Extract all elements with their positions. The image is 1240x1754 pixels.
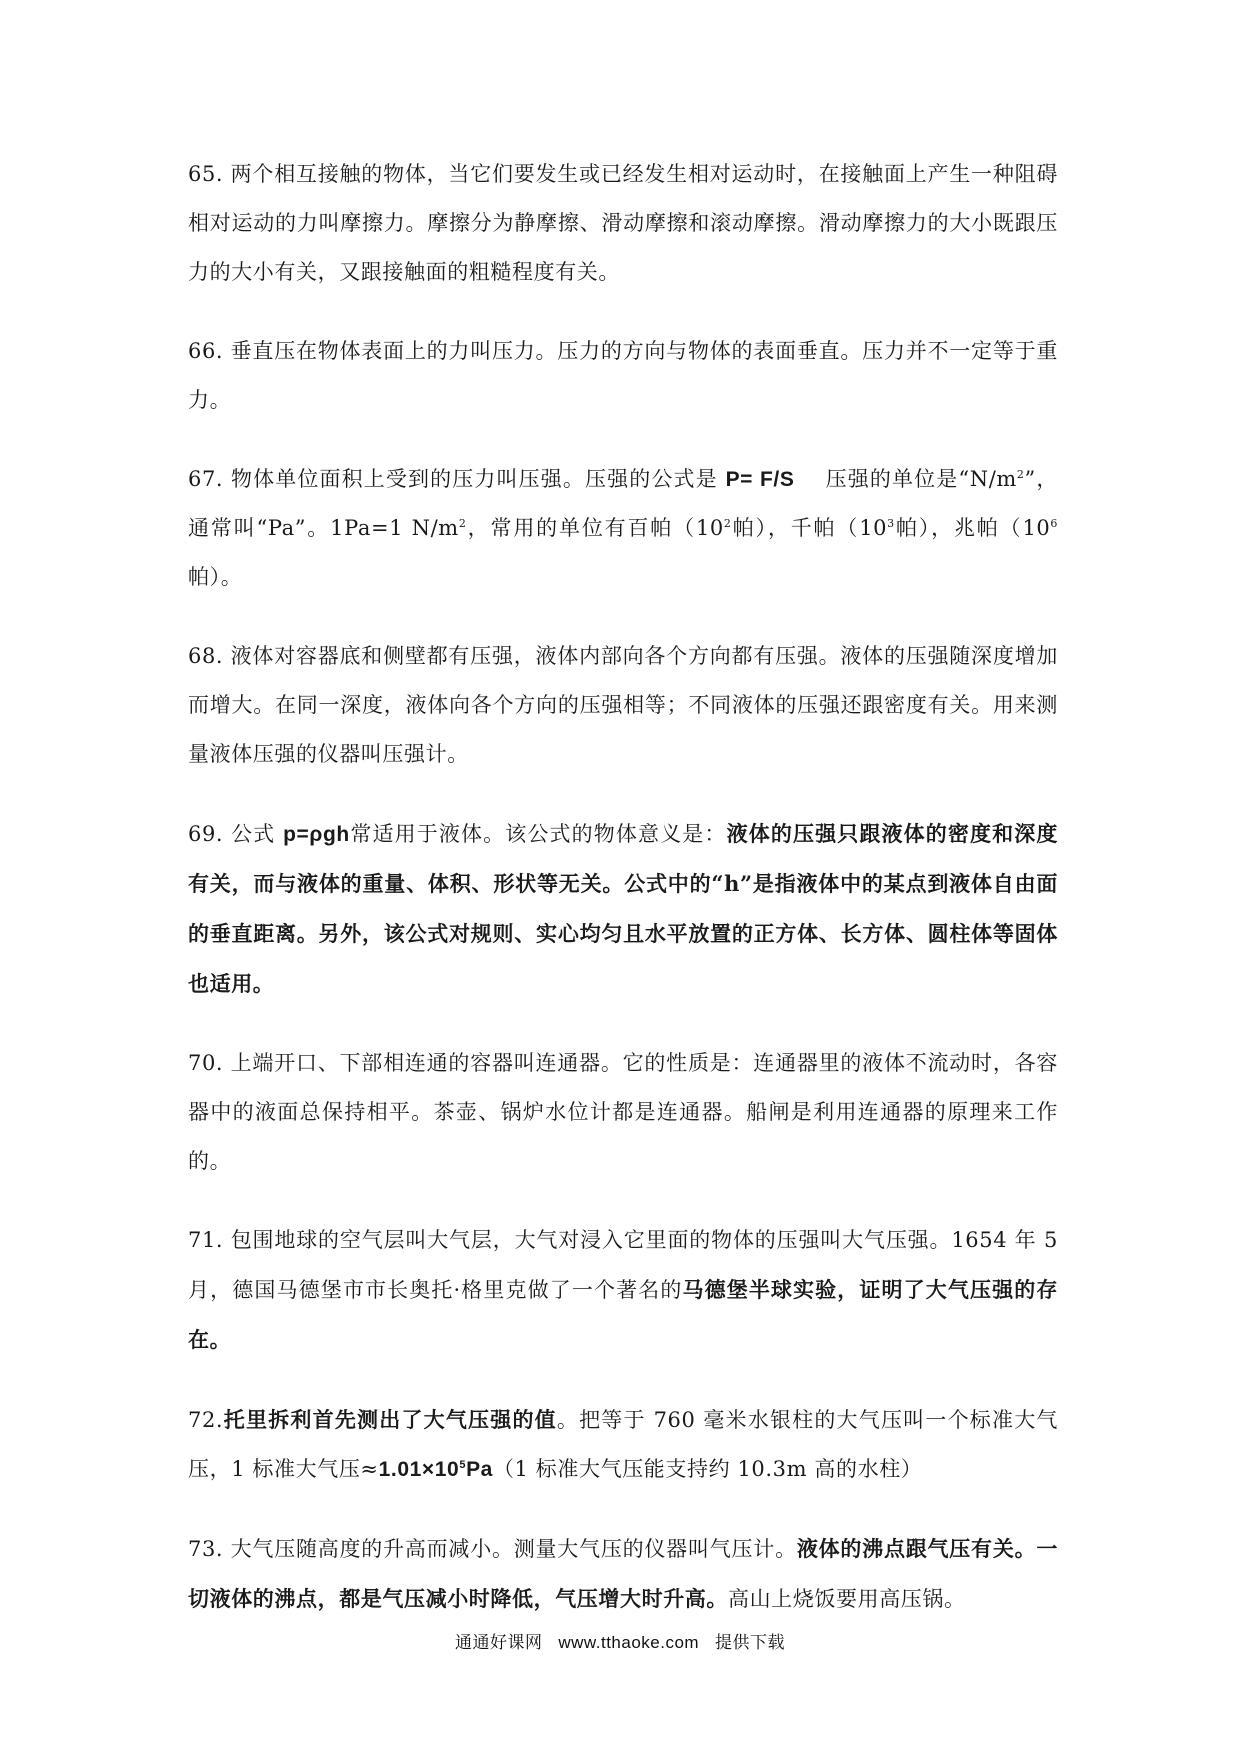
paragraph-67 xyxy=(188,455,1058,602)
paragraph-69 xyxy=(188,809,1058,1009)
liquid-pressure-formula: p=ρgh xyxy=(283,823,350,846)
paragraph-67-units: ，常用的单位有百帕（10 xyxy=(466,516,724,540)
paragraph-72-mid: 。把等于 760 毫米水银柱的大气压叫一个标准大气压，1 标准大气压≈ xyxy=(188,1408,1058,1481)
paragraph-65-text: 65. 两个相互接触的物体，当它们要发生或已经发生相对运动时，在接触面上产生一种阻碍相对运动的力叫摩擦力。摩擦分为静摩擦、滑动摩擦和滚动摩擦。滑动摩擦力的大小既跟压力的大小有关，又跟接触面的粗糙程度有关。 xyxy=(188,162,1058,284)
paragraph-67-intro: 67. 物体单位面积上受到的压力叫压强。压强的公式是 xyxy=(188,467,718,491)
paragraph-73-end: 高山上烧饭要用高压锅。 xyxy=(728,1587,966,1611)
footer-suffix: 提供下载 xyxy=(715,1633,786,1653)
superscript: 6 xyxy=(1050,517,1058,530)
atm-unit: Pa xyxy=(466,1458,493,1481)
paragraph-67-pa: ”，通常叫“Pa”。1Pa=1 N/m xyxy=(188,467,1058,540)
document-body xyxy=(188,150,1058,1654)
paragraph-71-bold: 马德堡半球实验，证明了大气压强的存在。 xyxy=(188,1277,1058,1352)
paragraph-69-bold: 液体的压强只跟液体的密度和深度有关，而与液体的重量、体积、形状等无关。公式中的“h”是指液体中的某点到液体自由面的垂直距离。另外，该公式对规则、实心均匀且水平放置的正方体、长方体、圆柱体等固体也适用。 xyxy=(188,821,1058,996)
paragraph-72-number: 72. xyxy=(188,1408,224,1432)
paragraph-68-text: 68. 液体对容器底和侧壁都有压强，液体内部向各个方向都有压强。液体的压强随深度增加而增大。在同一深度，液体向各个方向的压强相等；不同液体的压强还跟密度有关。用来测量液体压强的仪器叫压强计。 xyxy=(188,644,1058,766)
superscript: 2 xyxy=(723,517,732,530)
paragraph-68 xyxy=(188,632,1058,779)
paragraph-69-intro: 69. 公式 xyxy=(188,822,276,846)
paragraph-66-text: 66. 垂直压在物体表面上的力叫压力。压力的方向与物体的表面垂直。压力并不一定等于重力。 xyxy=(188,339,1058,412)
pressure-formula: P= F/S xyxy=(725,468,795,491)
paragraph-73 xyxy=(188,1524,1058,1624)
footer-url-link[interactable]: www.tthaoke.com xyxy=(558,1633,700,1652)
paragraph-66 xyxy=(188,327,1058,425)
paragraph-72 xyxy=(188,1395,1058,1494)
superscript: 3 xyxy=(887,517,895,530)
footer-site-name: 通通好课网 xyxy=(454,1633,543,1653)
superscript: 2 xyxy=(1016,468,1025,481)
paragraph-70 xyxy=(188,1039,1058,1186)
paragraph-73-intro: 73. 大气压随高度的升高而减小。测量大气压的仪器叫气压计。 xyxy=(188,1537,797,1561)
paragraph-73-bold: 液体的沸点跟气压有关。一切液体的沸点，都是气压减小时降低，气压增大时升高。 xyxy=(188,1536,1058,1611)
paragraph-65 xyxy=(188,150,1058,297)
paragraph-67-mpa: 帕），兆帕（10 xyxy=(894,516,1051,540)
page-footer xyxy=(0,1628,1240,1653)
paragraph-70-text: 70. 上端开口、下部相连通的容器叫连通器。它的性质是：连通器里的液体不流动时，各容器中的液面总保持相平。茶壶、锅炉水位计都是连通器。船闸是利用连通器的原理来工作的。 xyxy=(188,1051,1058,1173)
paragraph-69-mid: 常适用于液体。该公式的物体意义是： xyxy=(349,822,727,846)
paragraph-67-unit: 压强的单位是“N/m xyxy=(825,467,1017,491)
atm-value: 1.01×10 xyxy=(378,1458,460,1481)
standard-atmosphere-value xyxy=(379,1458,493,1481)
superscript: 5 xyxy=(459,1459,467,1471)
paragraph-72-end: （1 标准大气压能支持约 10.3m 高的水柱） xyxy=(492,1457,923,1481)
paragraph-67-kpa: 帕），千帕（10 xyxy=(731,516,888,540)
paragraph-72-bold: 托里拆利首先测出了大气压强的值 xyxy=(223,1407,557,1432)
paragraph-71 xyxy=(188,1216,1058,1365)
paragraph-71-intro: 71. 包围地球的空气层叫大气层，大气对浸入它里面的物体的压强叫大气压强。1654 年 5 月，德国马德堡市市长奥托·格里克做了一个著名的 xyxy=(188,1228,1058,1302)
paragraph-67-end: 帕）。 xyxy=(188,565,243,589)
superscript: 2 xyxy=(458,517,467,530)
